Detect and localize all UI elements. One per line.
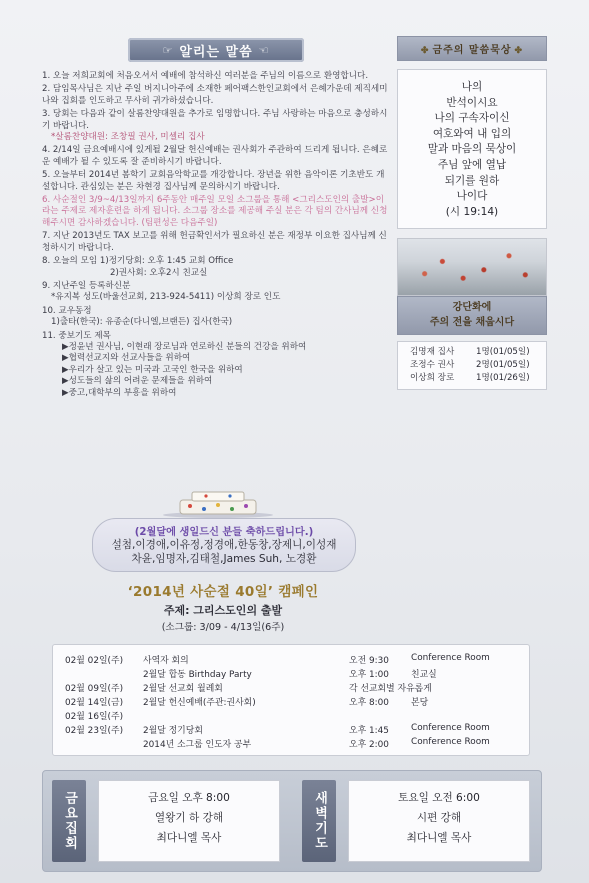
announcements-title: 알리는 말씀 (179, 44, 253, 60)
prayer-item: ▶우리가 살고 있는 미국과 고국인 한국을 위하여 (62, 364, 243, 375)
verse-line: 반석이시요 (446, 96, 498, 109)
campaign-block (92, 580, 354, 633)
campaign-title: ‘2014년 사순절 40일’ 캠페인 (127, 584, 319, 600)
friday-service-time: 금요일 오후 8:00 (148, 792, 230, 804)
flower-row: 김명재 집사 1명(01/05일) (410, 347, 530, 358)
friday-service-speaker: 최다니엘 목사 (156, 832, 222, 844)
verse-line: 말과 마음의 묵상이 (427, 143, 517, 156)
announcement-sub: 1)출타(한국): 유종순(다니엘,브랜든) 집사(한국) (51, 317, 233, 328)
flower-title-bar (397, 296, 547, 335)
ornament-icon: ✤ (514, 46, 524, 56)
verse-title-bar (397, 36, 547, 61)
flower-row: 조정수 권사 2명(01/05일) (410, 360, 530, 371)
dawn-prayer-box (348, 780, 530, 862)
schedule-box: 02월 02일(주) 사역자 회의 오전 9:30 Conference Room 2월달 합동 Birthday Party 오후 1:00 친교실 02월 09일(주) 2월달 선교회 월례회 각 선교회별 자유롭게 02월 14일(금) 2월달 헌신예배(주관:권사회) 오후 8:00 본당 02월 16일(주) 02월 23일(주) 2월달 정기당회 오후 1:45 Conference Room 2014년 소그룹 인도자 공부 오후 2:00 Conference Room (52, 644, 530, 756)
prayer-item: ▶정윤년 권사님, 이현래 장로님과 연로하신 분들의 건강을 위하여 (62, 341, 307, 352)
verse-line: 나의 (461, 81, 483, 93)
announcement-sub: *유지복 성도(바울선교회, 213-924-5411) 이상희 장로 인도 (51, 292, 281, 303)
announcement-list (42, 71, 390, 401)
prayer-item: ▶중고,대학부의 부흥을 위하여 (62, 387, 177, 398)
announcements-title-bar (128, 38, 304, 62)
announcement-item: 4. 2/14일 금요예배시에 있게될 2월달 헌신예배는 권사회가 주관하여 드리게 됩니다. 은혜로운 예배가 될 수 있도록 잘 준비하시기 바랍니다. (42, 145, 388, 167)
birthday-names: 차윤,임명자,김태철,James Suh, 노경환 (131, 553, 317, 565)
pointing-hand-icon-right: ☜ (258, 43, 270, 57)
verse-box (397, 69, 547, 229)
winter-berries-photo (397, 238, 547, 296)
dawn-prayer-label: 새벽기도 (302, 780, 336, 862)
verse-line: 되기를 원하 (444, 174, 500, 187)
flower-title-line: 강단화에 (452, 302, 492, 314)
verse-line: 여호와여 내 입의 (432, 127, 512, 140)
announcement-sub: *살롬찬양대원: 조창필 권사, 미셀리 집사 (51, 132, 205, 143)
dawn-prayer-time: 토요일 오전 6:00 (398, 792, 480, 804)
flower-row: 이상희 장로 1명(01/26일) (410, 373, 530, 384)
flower-list (397, 341, 547, 390)
flower-title-line: 주의 전을 채웁시다 (429, 317, 515, 329)
verse-title: 금주의 말씀묵상 (432, 45, 512, 56)
birthday-box (92, 518, 356, 572)
campaign-theme: 주제: 그리스도인의 출발 (163, 604, 283, 617)
prayer-item: ▶협력선교지와 선교사들을 위하여 (62, 353, 191, 364)
prayer-item: ▶성도들의 삶의 어려운 문제들을 위하여 (62, 376, 213, 387)
announcement-item-highlight: 6. 사순절인 3/9~4/13일까지 6주동안 매주일 모일 소그룹을 통해 <그리스도인의 출발>이라는 주제로 제자훈련을 하게 됩니다. 소그룹 장소를 제공해 주실 분은 각 팀의 간사님께 신청해주시면 감사하겠습니다. (팀편성은 다음주일) (42, 195, 388, 228)
announcement-item: 8. 오늘의 모임 1)정기당회: 오후 1:45 교회 Office 2)권사회: 오후2시 친교실 (42, 256, 390, 279)
verse-line: 나의 구속자이신 (434, 112, 510, 125)
friday-service-label: 금요집회 (52, 780, 86, 862)
announcement-item: 9. 지난주일 등록하신분 *유지복 성도(바울선교회, 213-924-5411) 이상희 장로 인도 (42, 281, 390, 304)
birthday-cake-icon (160, 488, 276, 518)
birthday-names: 설첨,이경애,이유정,정경애,한동창,장제니,이성재 (111, 539, 337, 551)
pointing-hand-icon: ☞ (162, 43, 174, 57)
campaign-period: (소그룹: 3/09 - 4/13일(6주) (161, 622, 285, 633)
friday-service-topic: 열왕기 하 강해 (154, 812, 224, 824)
announcement-sub: 2)권사회: 오후2시 친교실 (110, 267, 208, 278)
announcement-item: 2. 담임목사님은 지난 주일 버지니아주에 소재한 페어팩스한인교회에서 은혜가운데 제직세미나와 집회를 인도하고 무사히 귀가하셨습니다. (42, 84, 388, 106)
announcement-item: 11. 중보기도 제목 ▶정윤년 권사님, 이현래 장로님과 연로하신 분들의 건강을 위하여 ▶협력선교지와 선교사들을 위하여 ▶우리가 살고 있는 미국과 고국인 한국을 위하여 ▶성도들의 삶의 어려운 문제들을 위하여 ▶중고,대학부의 부흥을 위하여 (42, 331, 390, 399)
verse-line: 나이다 (456, 190, 488, 203)
verse-line: 주님 앞에 열납 (437, 158, 507, 171)
announcement-item: 3. 당회는 다음과 같이 살롬찬양대원을 추가로 임명합니다. 주님 사랑하는 마음으로 충성하시기 바랍니다. *살롬찬양대원: 조창필 권사, 미셀리 집사 (42, 109, 390, 143)
dawn-prayer-topic: 시편 강해 (416, 812, 462, 824)
birthday-heading: (2월달에 생일드신 분들 축하드립니다.) (134, 527, 314, 538)
announcement-item: 7. 지난 2013년도 TAX 보고를 위해 헌금확인서가 필요하신 분은 재정부 이요한 집사님께 신청하시기 바랍니다. (42, 231, 387, 253)
announcement-item: 1. 오늘 저희교회에 처음오셔서 예배에 참석하신 여러분을 주님의 이름으로 환영합니다. (42, 71, 369, 81)
right-column (397, 36, 547, 390)
dawn-prayer-speaker: 최다니엘 목사 (406, 832, 472, 844)
announcement-item: 10. 교우동정 1)출타(한국): 유종순(다니엘,브랜든) 집사(한국) (42, 306, 390, 329)
verse-reference: (시 19:14) (445, 205, 499, 218)
ornament-icon: ✤ (420, 46, 430, 56)
friday-service-box (98, 780, 280, 862)
announcement-item: 5. 오늘부터 2014년 봄학기 교회음악학교를 개강합니다. 장년을 위한 음악이론 기초반도 개설합니다. 관심있는 분은 차현경 집사님께 문의하시기 바랍니다. (42, 170, 385, 192)
